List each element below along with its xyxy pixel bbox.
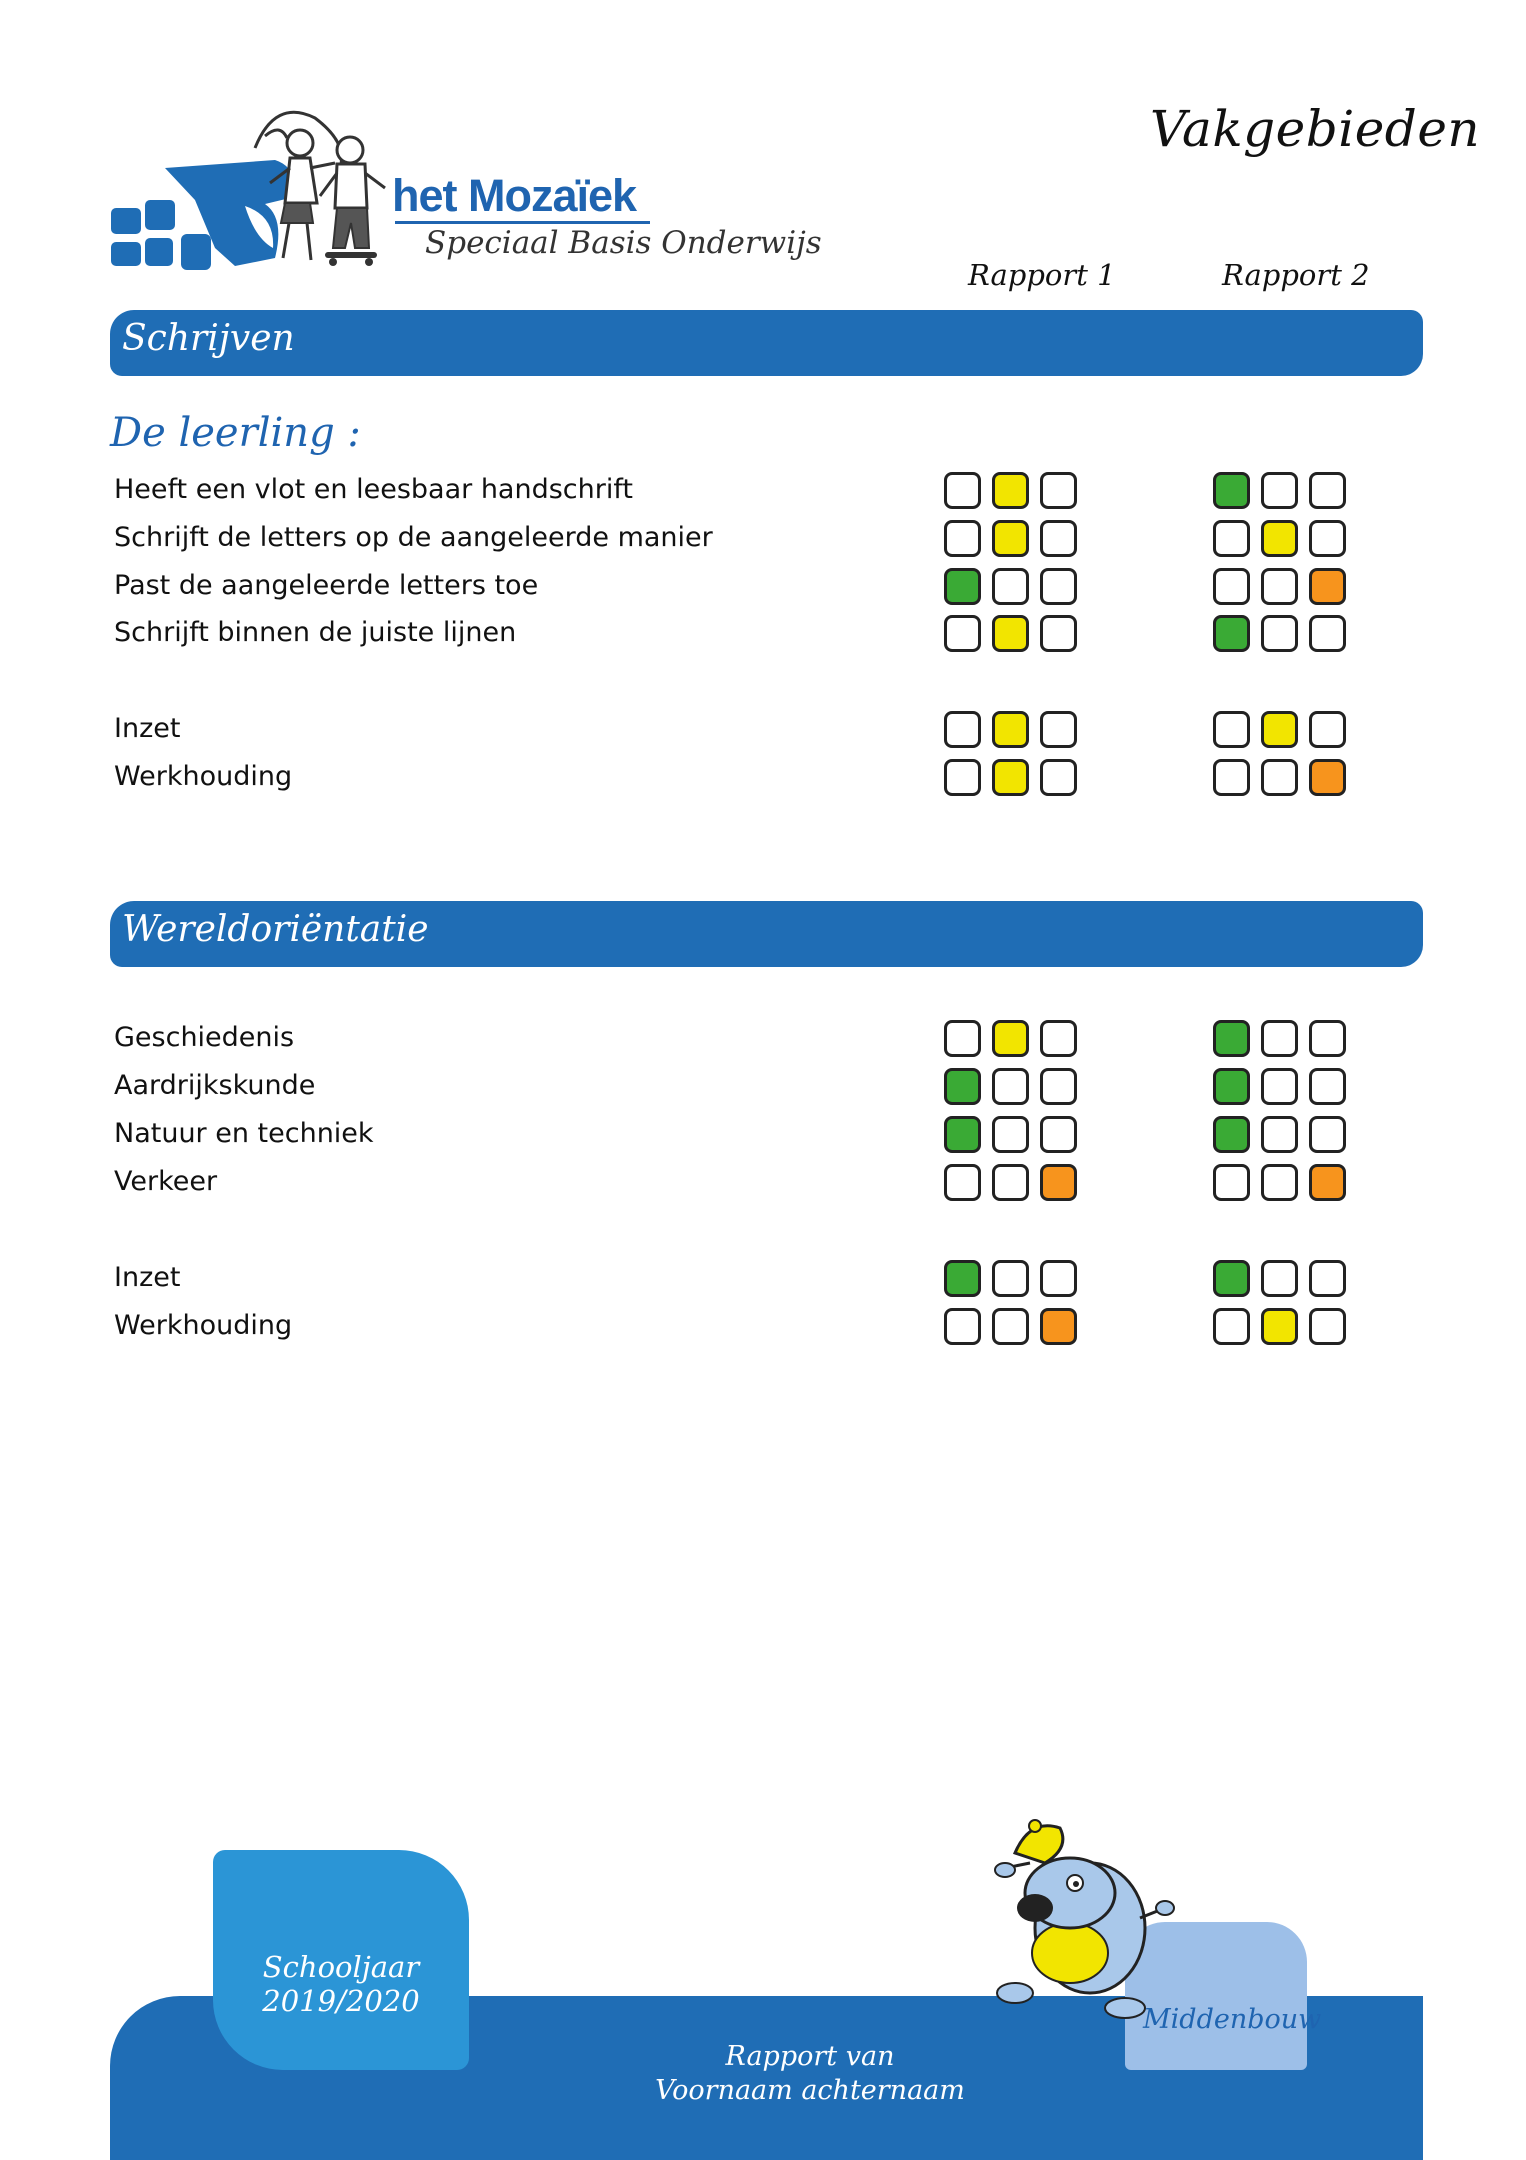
rating-box-empty	[992, 1068, 1029, 1105]
section-bar-schrijven	[110, 310, 1423, 376]
rating-box-empty	[1309, 472, 1346, 509]
rating-box-yellow	[992, 711, 1029, 748]
rating-box-green	[1213, 1116, 1250, 1153]
rating-row-label: Natuur en techniek	[114, 1118, 374, 1149]
rating-group-rapport-2	[1213, 1020, 1346, 1057]
rating-box-empty	[1261, 759, 1298, 796]
rating-group-rapport-2	[1213, 759, 1346, 796]
rating-box-empty	[1040, 472, 1077, 509]
student-name: Voornaam achternaam	[655, 2075, 965, 2106]
rating-box-orange	[1309, 759, 1346, 796]
rating-box-empty	[944, 520, 981, 557]
rating-row	[0, 1256, 1526, 1304]
rating-group-rapport-1	[944, 1164, 1077, 1201]
rating-box-empty	[1040, 1260, 1077, 1297]
rating-row	[0, 468, 1526, 516]
rating-box-empty	[1040, 1068, 1077, 1105]
group-label: Middenbouw	[1143, 2004, 1322, 2035]
rating-group-rapport-1	[944, 1260, 1077, 1297]
rating-box-empty	[1261, 472, 1298, 509]
rating-row-label: Aardrijkskunde	[114, 1070, 316, 1101]
rating-row-label: Inzet	[114, 1262, 181, 1293]
rating-box-empty	[1309, 1260, 1346, 1297]
rating-row-label: Verkeer	[114, 1166, 218, 1197]
rating-group-rapport-2	[1213, 1260, 1346, 1297]
rating-box-green	[944, 1116, 981, 1153]
rating-box-empty	[992, 1260, 1029, 1297]
rating-row	[0, 755, 1526, 803]
rating-box-orange	[1309, 568, 1346, 605]
rating-box-empty	[1213, 1308, 1250, 1345]
rating-box-empty	[1309, 1068, 1346, 1105]
rating-box-empty	[992, 1308, 1029, 1345]
rating-box-empty	[1261, 568, 1298, 605]
rating-box-empty	[1309, 1308, 1346, 1345]
rating-box-green	[1213, 615, 1250, 652]
rating-row	[0, 611, 1526, 659]
rating-box-empty	[1213, 1164, 1250, 1201]
rating-box-empty	[1309, 520, 1346, 557]
rating-box-yellow	[992, 759, 1029, 796]
rating-group-rapport-1	[944, 615, 1077, 652]
rating-box-empty	[1261, 1260, 1298, 1297]
rating-group-rapport-1	[944, 711, 1077, 748]
section-title: Schrijven	[122, 318, 295, 359]
mascot-dog-icon	[975, 1808, 1175, 2023]
rating-box-orange	[1040, 1308, 1077, 1345]
rating-box-yellow	[1261, 1308, 1298, 1345]
rating-box-empty	[1213, 711, 1250, 748]
rating-row	[0, 1304, 1526, 1352]
rating-box-green	[1213, 472, 1250, 509]
rating-group-rapport-2	[1213, 568, 1346, 605]
rating-box-green	[1213, 1020, 1250, 1057]
rating-group-rapport-1	[944, 1068, 1077, 1105]
rating-box-empty	[1261, 1068, 1298, 1105]
report-of-text	[620, 2040, 1000, 2108]
rating-group-rapport-2	[1213, 1068, 1346, 1105]
rating-group-rapport-2	[1213, 615, 1346, 652]
rating-box-green	[944, 1260, 981, 1297]
rating-box-yellow	[1261, 520, 1298, 557]
rating-box-empty	[1040, 711, 1077, 748]
rating-row-label: Schrijft de letters op de aangeleerde manier	[114, 522, 713, 553]
rating-row-label: Werkhouding	[114, 1310, 293, 1341]
rating-row	[0, 707, 1526, 755]
rating-box-empty	[1040, 759, 1077, 796]
rating-row	[0, 564, 1526, 612]
rating-box-empty	[1261, 1020, 1298, 1057]
rating-box-empty	[1309, 711, 1346, 748]
rating-box-empty	[1309, 615, 1346, 652]
rating-row	[0, 1160, 1526, 1208]
rating-box-empty	[1040, 615, 1077, 652]
rating-row	[0, 1016, 1526, 1064]
rating-group-rapport-1	[944, 520, 1077, 557]
rating-box-green	[944, 568, 981, 605]
rating-box-empty	[1309, 1020, 1346, 1057]
logo-underline	[395, 221, 650, 224]
subheading-de-leerling: De leerling :	[110, 410, 361, 456]
rating-box-empty	[944, 759, 981, 796]
rating-box-orange	[1040, 1164, 1077, 1201]
rating-row-label: Schrijft binnen de juiste lijnen	[114, 617, 517, 648]
rating-box-empty	[1213, 520, 1250, 557]
rating-group-rapport-1	[944, 1020, 1077, 1057]
rating-box-orange	[1309, 1164, 1346, 1201]
rating-box-empty	[1213, 568, 1250, 605]
rating-box-empty	[944, 1308, 981, 1345]
rating-group-rapport-2	[1213, 472, 1346, 509]
rating-row	[0, 1064, 1526, 1112]
rating-box-empty	[1040, 1116, 1077, 1153]
rating-box-green	[1213, 1260, 1250, 1297]
section-bar-wereldorientatie	[110, 901, 1423, 967]
logo-subtitle: Speciaal Basis Onderwijs	[425, 225, 822, 261]
rating-box-empty	[1261, 1116, 1298, 1153]
rating-box-green	[944, 1068, 981, 1105]
rating-group-rapport-1	[944, 759, 1077, 796]
rating-group-rapport-2	[1213, 711, 1346, 748]
rating-group-rapport-2	[1213, 520, 1346, 557]
school-year-text	[213, 1950, 469, 2018]
section-title: Wereldoriëntatie	[122, 909, 429, 950]
rating-box-empty	[1261, 615, 1298, 652]
rating-box-empty	[1309, 1116, 1346, 1153]
rating-row-label: Geschiedenis	[114, 1022, 295, 1053]
rating-box-green	[1213, 1068, 1250, 1105]
logo-name: het Mozaïek	[392, 170, 637, 221]
rating-group-rapport-1	[944, 1308, 1077, 1345]
rating-box-empty	[944, 1020, 981, 1057]
rating-row-label: Past de aangeleerde letters toe	[114, 570, 539, 601]
rating-box-empty	[944, 1164, 981, 1201]
rating-box-empty	[1261, 1164, 1298, 1201]
page-title: Vakgebieden	[1150, 100, 1481, 158]
rating-row	[0, 1112, 1526, 1160]
rating-box-yellow	[992, 520, 1029, 557]
rating-box-empty	[1040, 520, 1077, 557]
rating-box-empty	[1040, 568, 1077, 605]
rating-group-rapport-1	[944, 1116, 1077, 1153]
column-header-rapport-2: Rapport 2	[1222, 258, 1370, 292]
rating-group-rapport-1	[944, 568, 1077, 605]
rating-row	[0, 516, 1526, 564]
rating-row-label: Heeft een vlot en leesbaar handschrift	[114, 474, 633, 505]
rating-box-empty	[992, 1116, 1029, 1153]
rating-box-yellow	[1261, 711, 1298, 748]
report-of-label: Rapport van	[725, 2041, 895, 2072]
rating-box-empty	[1213, 759, 1250, 796]
rating-box-yellow	[992, 615, 1029, 652]
rating-group-rapport-2	[1213, 1164, 1346, 1201]
column-header-rapport-1: Rapport 1	[968, 258, 1116, 292]
rating-box-yellow	[992, 1020, 1029, 1057]
rating-row-label: Werkhouding	[114, 761, 293, 792]
rating-box-yellow	[992, 472, 1029, 509]
rating-group-rapport-2	[1213, 1308, 1346, 1345]
rating-box-empty	[944, 615, 981, 652]
rating-box-empty	[944, 711, 981, 748]
rating-box-empty	[1040, 1020, 1077, 1057]
school-year-value: 2019/2020	[262, 1984, 420, 2018]
rating-box-empty	[944, 472, 981, 509]
school-year-label: Schooljaar	[262, 1950, 420, 1984]
rating-box-empty	[992, 568, 1029, 605]
rating-row-label: Inzet	[114, 713, 181, 744]
rating-group-rapport-2	[1213, 1116, 1346, 1153]
rating-group-rapport-1	[944, 472, 1077, 509]
rating-box-empty	[992, 1164, 1029, 1201]
